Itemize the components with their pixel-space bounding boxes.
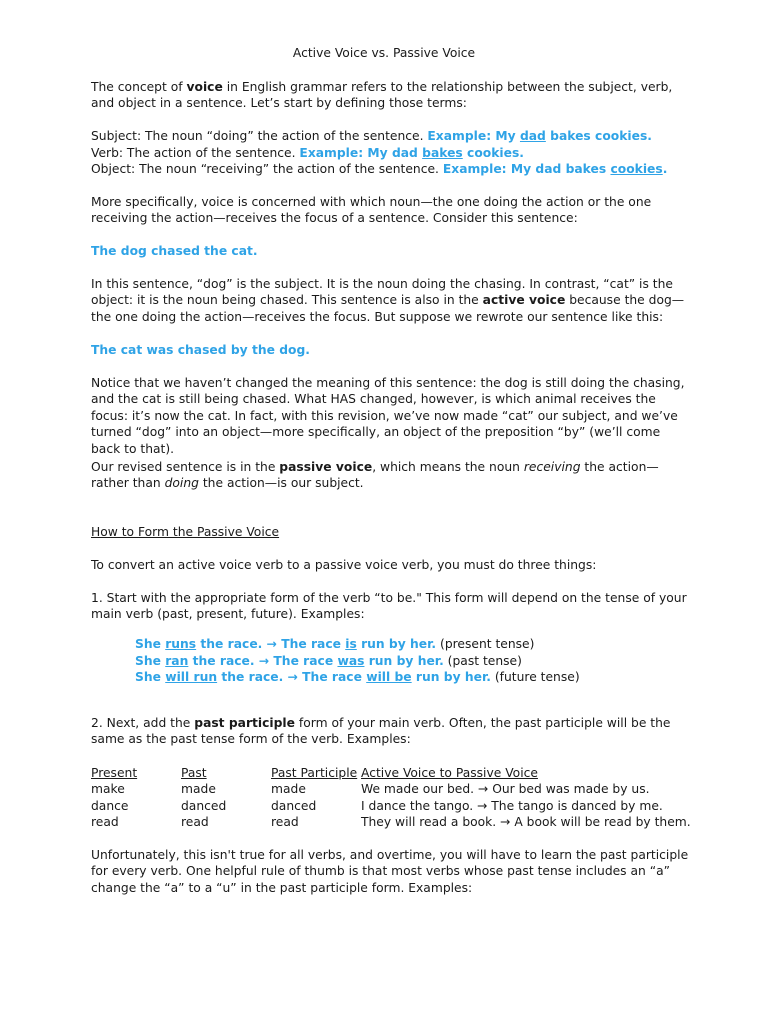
column-header-present: Present — [91, 766, 138, 780]
paragraph-active-voice: In this sentence, “dog” is the subject. It is the noun doing the chasing. In contrast, “cat” is the object: it is the noun being chased. This sentence is also in the active voice because the dog—the one doing the action—receives the focus. But suppose we rewrote our sentence like this: — [91, 277, 685, 324]
column-header-past: Past — [181, 766, 207, 780]
example-cell: They will read a book. → A book will be read by them. — [361, 815, 691, 830]
past-participle-cell: read — [271, 815, 299, 830]
present-cell: make — [91, 782, 125, 797]
table-header-row — [91, 765, 691, 781]
present-cell: dance — [91, 798, 129, 813]
verb-definition: Verb: The action of the sentence. Example: My dad bakes cookies. — [91, 145, 524, 160]
example-cell: We made our bed. → Our bed was made by us. — [361, 782, 650, 797]
paragraph-past-participle-rule: Unfortunately, this isn't true for all verbs, and overtime, you will have to learn the past participle for every verb. One helpful rule of thumb is that most verbs whose past tense includes an “a” change the “a” to a “u” in the past participle form. Examples: — [91, 848, 689, 895]
tense-example: She ran the race. → The race was run by her. (past tense) — [135, 653, 522, 668]
document-title: Active Voice vs. Passive Voice — [292, 46, 476, 60]
table-row — [91, 798, 691, 814]
voice-term: voice — [186, 80, 223, 94]
paragraph-focus: More specifically, voice is concerned with which noun—the one doing the action or the one receiving the action—receives the focus of a sentence. Consider this sentence: — [91, 195, 652, 226]
paragraph-convert: To convert an active voice verb to a passive voice verb, you must do three things: — [91, 558, 597, 572]
past-participle-cell: danced — [271, 798, 317, 813]
step-2: 2. Next, add the past participle form of your main verb. Often, the past participle will be the same as the past tense form of the verb. Examples: — [91, 716, 671, 747]
column-header-active-to-passive: Active Voice to Passive Voice — [361, 766, 538, 780]
column-header-past-participle: Past Participle — [271, 766, 358, 780]
paragraph-passive-voice: Our revised sentence is in the passive voice, which means the noun receiving the action—rather than doing the action—is our subject. — [91, 460, 659, 491]
subject-definition: Subject: The noun “doing” the action of the sentence. Example: My dad bakes cookies. — [91, 129, 652, 143]
example-passive-sentence: The cat was chased by the dog. — [91, 343, 310, 357]
section-heading: How to Form the Passive Voice — [91, 525, 280, 539]
present-cell: read — [91, 815, 119, 830]
example-active-sentence: The dog chased the cat. — [91, 244, 258, 258]
intro-paragraph: The concept of voice in English grammar refers to the relationship between the subject, verb, and object in a sentence. Let’s start by defining those terms: — [91, 80, 673, 111]
past-cell: read — [181, 815, 209, 830]
example-cell: I dance the tango. → The tango is danced by me. — [361, 798, 663, 813]
tense-example: She runs the race. → The race is run by her. (present tense) — [135, 637, 535, 651]
paragraph-meaning: Notice that we haven’t changed the meaning of this sentence: the dog is still doing the chasing, and the cat is still being chased. What HAS changed, however, is which animal receives the focus: it’s now the cat. In fact, with this revision, we’ve now made “cat” our subject, and we’ve turned “dog” into an object—more specifically, an object of the preposition “by” (we’ll come back to that). — [91, 376, 685, 456]
past-cell: made — [181, 782, 216, 797]
table-row — [91, 814, 691, 830]
verb-forms-table — [91, 765, 691, 831]
tense-example: She will run the race. → The race will be run by her. (future tense) — [135, 670, 580, 684]
past-cell: danced — [181, 798, 227, 813]
step-1: 1. Start with the appropriate form of the verb “to be." This form will depend on the tense of your main verb (past, present, future). Examples: — [91, 591, 687, 622]
table-row — [91, 781, 691, 797]
object-definition: Object: The noun “receiving” the action of the sentence. Example: My dad bakes cookies. — [91, 162, 668, 176]
past-participle-cell: made — [271, 782, 306, 797]
